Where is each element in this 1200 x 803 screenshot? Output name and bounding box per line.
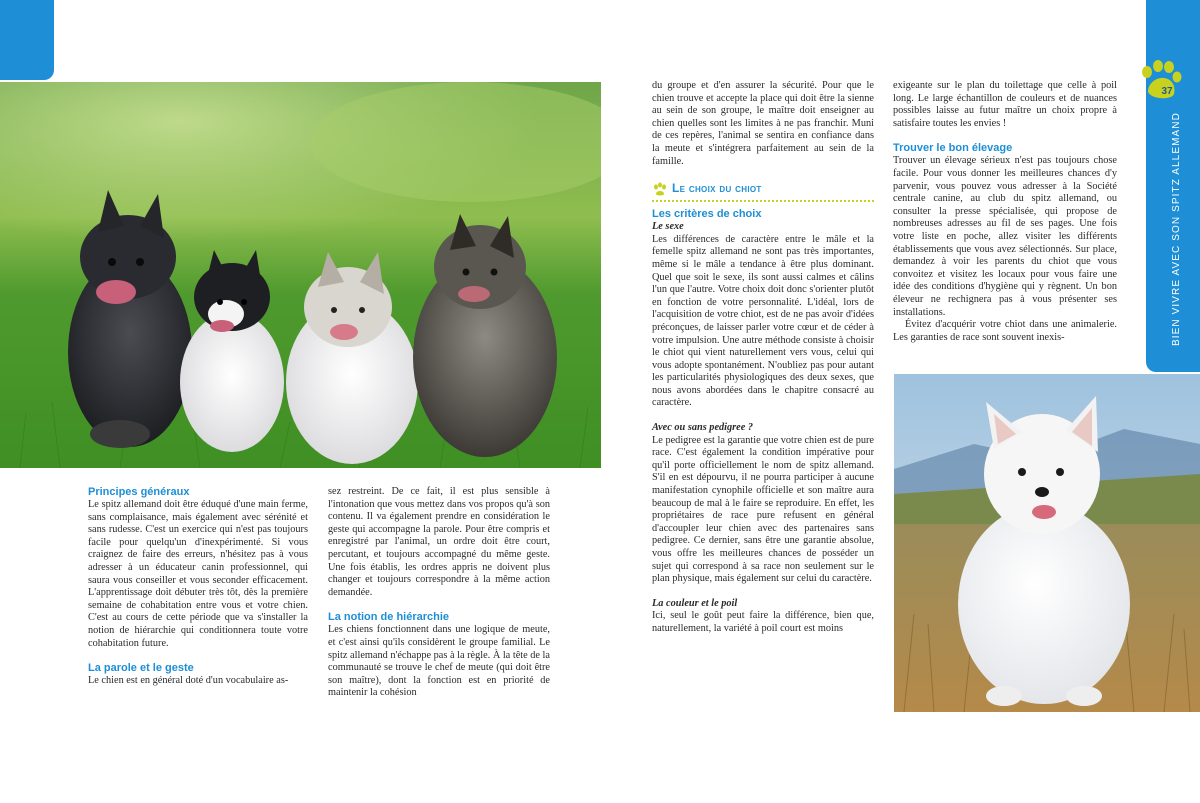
paragraph: Évitez d'acquérir votre chiot dans une animalerie. Les garanties de race sont souvent inexis- bbox=[893, 319, 1117, 343]
heading-notion-hierarchie: La notion de hiérarchie bbox=[328, 611, 450, 624]
column-4 bbox=[893, 80, 1117, 344]
heading-parole-geste: La parole et le geste bbox=[88, 662, 194, 675]
paragraph: Le chien est en général doté d'un vocabulaire as- bbox=[88, 675, 289, 687]
page-number: 37 bbox=[1161, 86, 1173, 97]
spine-title-container bbox=[1147, 92, 1195, 362]
paragraph: Les différences de caractère entre le mâle et la femelle spitz allemand ne sont pas très importantes, même si le mâle a tendance à être plus dominant. Quel que soit le sexe, ils sont aussi calmes et câlins l'un que l'autre. Votre choix doit donc s'orienter plutôt en fonction de votre personnalité. L'idéal, lors de l'acquisition de votre chiot, est de ne pas avoir d'idées préconçues, de laisser parler votre cœur et de céder à votre impulsion. Une autre méthode consiste à choisir le chiot qui vient naturellement vers vous, celui qui vous adopte spontanément. N'oubliez pas pour autant les particularités physiologiques des deux sexes, que nous avons abordées dans le chapitre consacré au caractère. bbox=[652, 233, 874, 409]
paragraph: Trouver un élevage sérieux n'est pas toujours chose facile. Pour vous donner les meilleures chances d'y parvenir, vous pouvez vous adresser à la Société centrale canine, au club du spitz allemand, ou consulter la presse spécialisée, qui propose de nombreuses adresses au fil de ses pages. Une fois votre liste en poche, allez visiter les différents établissements que vous avez sélectionnés. Sur place, demandez à voir les parents du chiot que vous convoitez et visitez les locaux pour vous faire une idée des conditions d'hygiène qui y règnent. Un bon éleveur ne rechignera pas à vous présenter ses installations. bbox=[893, 155, 1117, 318]
paragraph: Ici, seul le goût peut faire la différence, bien que, naturellement, la variété à poil court est moins bbox=[652, 610, 874, 634]
section-header bbox=[652, 182, 874, 202]
left-page-tab bbox=[0, 0, 54, 80]
column-1 bbox=[88, 486, 308, 688]
dogs-group-photo bbox=[0, 82, 601, 468]
column-3 bbox=[652, 80, 874, 636]
paragraph: Le pedigree est la garantie que votre chien est de pure race. C'est également la condition impérative pour qu'il porte officiellement le nom de spitz allemand. S'il en est dépourvu, il ne pourra participer à aucune manifestation cynophile officielle et son maître aura beaucoup de mal à le faire se reproduire. En effet, les propriétaires de race pure refusent en général d'accoupler leur chien avec des partenaires sans pedigree. Ce dernier, sans être une garantie absolue, vous offre les meilleures chances de posséder un sujet qui correspond à sa race non seulement sur le plan physique, mais également sur celui du caractère. bbox=[652, 434, 874, 585]
subheading-sexe: Le sexe bbox=[652, 221, 684, 233]
paragraph: sez restreint. De ce fait, il est plus sensible à l'intonation que vous mettez dans vos propos qu'à son contenu. Il va également prendre en considération le geste qui accompagne la parole. Pour être compris et enregistré par l'animal, un ordre doit être court, percutant, et toujours accompagné du même geste. Une fois établis, les ordres appris ne doivent plus changer et toujours correspondre à la même action demandée. bbox=[328, 486, 550, 598]
spine-title: BIEN VIVRE AVEC SON SPITZ ALLEMAND bbox=[1171, 112, 1182, 346]
paragraph: du groupe et d'en assurer la sécurité. Pour que le chien trouve et accepte la place qui doit être la sienne au sein de son groupe, le maître doit enseigner au chien quelles sont les limites à ne pas franchir. Muni de ces repères, l'animal se sentira en confiance dans la meute et s'intégrera parfaitement au sein de la famille. bbox=[652, 80, 874, 167]
paragraph: exigeante sur le plan du toilettage que celle à poil long. Le large échantillon de couleurs et de nuances possibles laisse au futur maître un choix propre à satisfaire toutes les envies ! bbox=[893, 80, 1117, 129]
heading-bon-elevage: Trouver le bon élevage bbox=[893, 142, 1013, 155]
column-2 bbox=[328, 486, 550, 700]
heading-criteres-choix: Les critères de choix bbox=[652, 208, 762, 221]
subheading-couleur-poil: La couleur et le poil bbox=[652, 597, 738, 609]
subheading-pedigree: Avec ou sans pedigree ? bbox=[652, 422, 754, 434]
heading-principes-generaux: Principes généraux bbox=[88, 486, 190, 498]
paragraph: Le spitz allemand doit être éduqué d'une main ferme, sans complaisance, mais également avec sérénité et sans rudesse. C'est un exercice qui n'est pas toujours facile pour quelqu'un d'inexpérimenté. Si vous craignez de faire des erreurs, n'hésitez pas à vous adresser à un éducateur canin professionnel, qui saura vous conseiller et vous seconder efficacement. L'apprentissage doit débuter très tôt, dès la première semaine de cohabitation entre vous et votre chien. C'est au cours de cette période que va s'installer la notion de hiérarchie qui conditionnera toute votre cohabitation future. bbox=[88, 499, 308, 649]
puppy-photo bbox=[894, 374, 1200, 712]
paw-small-icon bbox=[652, 182, 668, 198]
section-title: Le choix du chiot bbox=[672, 181, 762, 196]
paragraph: Les chiens fonctionnent dans une logique de meute, et c'est ainsi qu'ils considèrent le groupe familial. Le spitz allemand n'échappe pas à la règle. À la tête de la communauté se trouve le chef de meute (qui doit être son maître), dont la fonction est en priorité de maintenir la cohésion bbox=[328, 624, 550, 699]
